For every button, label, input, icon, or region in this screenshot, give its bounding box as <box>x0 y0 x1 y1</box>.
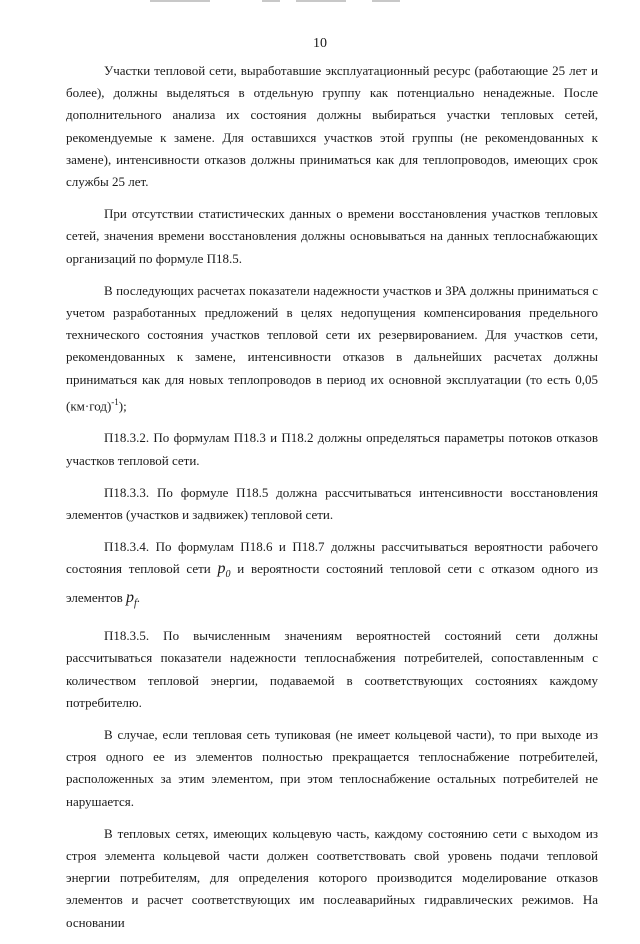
paragraph <box>66 427 598 471</box>
paragraph <box>66 203 598 270</box>
paragraph <box>66 724 598 813</box>
paragraph-text: П18.3.2. По формулам П18.3 и П18.2 должны определяться параметры потоков отказов участков тепловой сети. <box>66 430 598 468</box>
paragraph-text: Участки тепловой сети, выработавшие эксплуатационный ресурс (работающие 25 лет и более), должны выделяться в отдельную группу как потенциально ненадежные. После дополнительного анализа их состояния должны выбираться участки тепловых сетей, рекомендуемые к замене. Для оставшихся участков этой группы (не рекомендованных к замене), интенсивности отказов должны приниматься как для теплопроводов, имеющих срок службы 25 лет. <box>66 63 598 190</box>
paragraph-text: и вероятности состояний тепловой сети с отказом одного из элементов <box>66 561 598 605</box>
paragraph <box>66 280 598 418</box>
formula-subscript: f <box>133 597 137 609</box>
paragraph-text: ); <box>118 398 127 414</box>
formula-symbol: p <box>217 560 226 578</box>
page-number: 10 <box>313 36 327 51</box>
paragraph-text: В тепловых сетях, имеющих кольцевую часть, каждому состоянию сети с выходом из строя элемента кольцевой части должен соответствовать свой уровень подачи тепловой энергии потребителям, для определения которого производится моделирование отказов элементов и расчет соответствующих им послеаварийных гидравлических режимов. На основании <box>66 825 598 930</box>
paragraph <box>66 60 598 193</box>
document-body <box>66 60 598 944</box>
formula-subscript: 0 <box>225 569 231 581</box>
paragraph-text: П18.3.3. По формуле П18.5 должна рассчитываться интенсивности восстановления элементов (участков и задвижек) тепловой сети. <box>66 484 598 522</box>
superscript: -1 <box>111 396 119 407</box>
paragraph-text: . <box>136 589 140 605</box>
paragraph-text: В последующих расчетах показатели надежности участков и ЗРА должны приниматься с учетом разработанных предложений в целях недопущения компенсирования предельного технического состояния участков тепловой сети их резервированием. Для участков сети, рекомендованных к замене, интенсивности отказов в дальнейших расчетах должны приниматься как для новых теплопроводов в период их основной эксплуатации (то есть 0,05 (км·год) <box>66 282 598 414</box>
formula-pf <box>125 588 137 609</box>
paragraph <box>66 823 598 934</box>
formula-symbol: p <box>125 588 134 606</box>
paragraph-text: При отсутствии статистических данных о времени восстановления участков тепловых сетей, значения времени восстановления должны основываться на данных теплоснабжающих организаций по формуле П18.5. <box>66 206 598 266</box>
paragraph-text: П18.3.5. По вычисленным значениям вероятностей состояний сети должны рассчитываться показатели надежности теплоснабжения потребителей, сопоставленным с количеством тепловой энергии, подаваемой в соответствующих состояниях каждому потребителю. <box>66 628 598 710</box>
paragraph-text: В случае, если тепловая сеть тупиковая (не имеет кольцевой части), то при выходе из строя одного ее из элементов полностью прекращается теплоснабжение потребителей, расположенных за этим элементом, при этом теплоснабжение остальных потребителей не нарушается. <box>66 726 598 809</box>
paragraph <box>66 536 598 615</box>
paragraph-text: П18.3.4. По формулам П18.6 и П18.7 должны рассчитываться вероятности рабочего состояния тепловой сети <box>66 539 598 577</box>
scan-top-edge <box>0 0 640 6</box>
paragraph <box>66 482 598 526</box>
formula-p0 <box>217 560 231 581</box>
paragraph <box>66 625 598 714</box>
